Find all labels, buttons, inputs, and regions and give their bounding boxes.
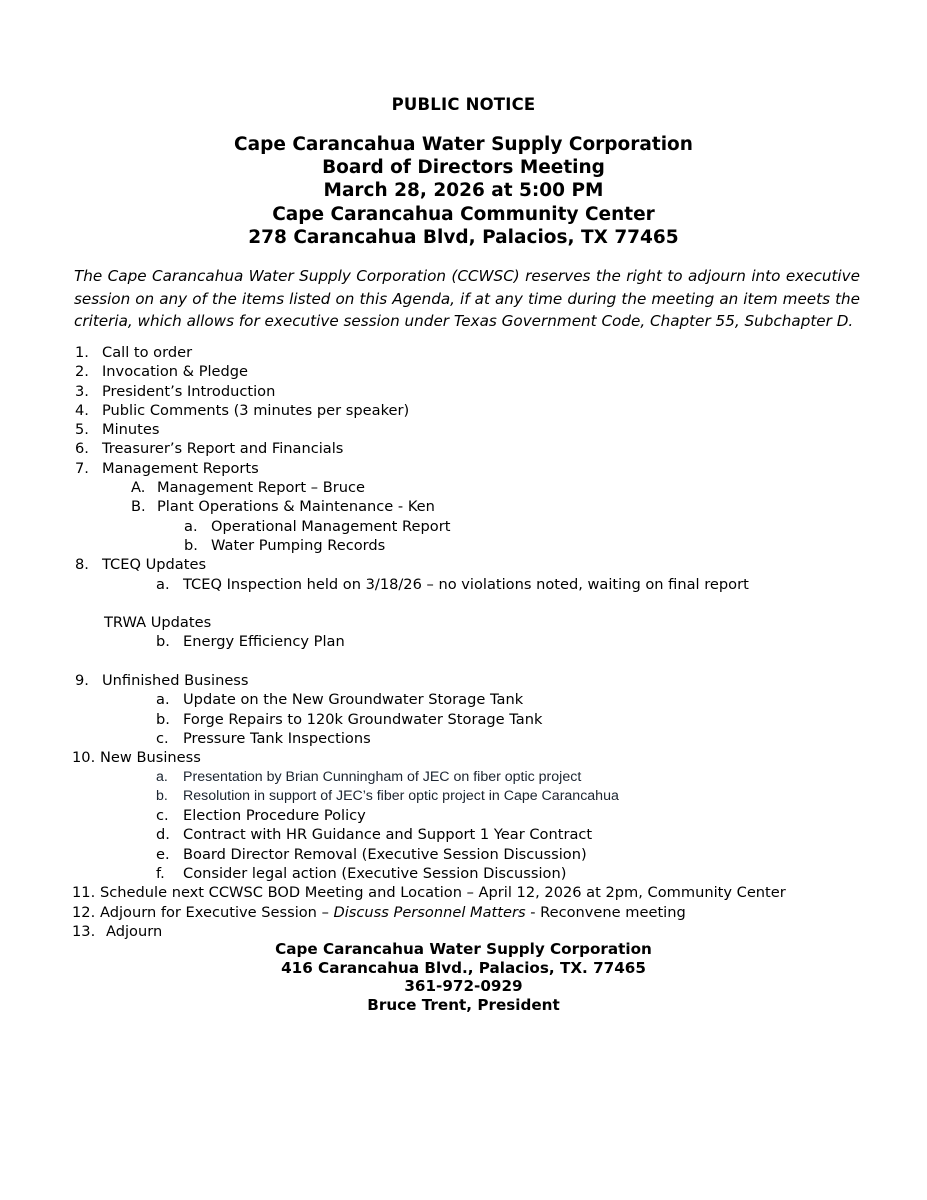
agenda-item-trwa-updates xyxy=(0,613,927,632)
agenda-marker: b. xyxy=(156,710,170,728)
agenda-item-10 xyxy=(0,748,927,767)
agenda-text: Forge Repairs to 120k Groundwater Storage Tank xyxy=(183,710,543,728)
agenda-text: TRWA Updates xyxy=(104,614,212,632)
agenda-item-10d xyxy=(0,825,927,844)
agenda-marker: b. xyxy=(184,536,198,554)
agenda-marker: 8. xyxy=(75,556,89,574)
agenda-text: Management Reports xyxy=(102,459,259,477)
agenda-marker: 13. xyxy=(72,922,96,940)
agenda-marker: f. xyxy=(156,865,165,883)
agenda-marker: 2. xyxy=(75,363,89,381)
agenda-marker: c. xyxy=(156,807,169,825)
agenda-item-8 xyxy=(0,555,927,574)
agenda-marker: 11. xyxy=(72,884,96,902)
footer-line-address: 416 Carancahua Blvd., Palacios, TX. 77465 xyxy=(281,958,646,977)
agenda-marker: a. xyxy=(156,691,170,709)
footer-line-president: Bruce Trent, President xyxy=(367,995,560,1014)
agenda-marker: 10. xyxy=(72,749,96,767)
agenda-marker: 3. xyxy=(75,382,89,400)
agenda-text-before: Adjourn for Executive Session – xyxy=(100,903,334,921)
agenda-text: President’s Introduction xyxy=(102,382,276,400)
agenda-marker: a. xyxy=(156,575,170,593)
agenda-marker: B. xyxy=(131,498,146,516)
agenda-marker: a. xyxy=(156,768,168,785)
agenda-text: Resolution in support of JEC’s fiber optic project in Cape Carancahua xyxy=(183,787,619,804)
agenda-text: New Business xyxy=(100,749,201,767)
agenda-item-3 xyxy=(0,382,927,401)
page-title: PUBLIC NOTICE xyxy=(391,95,536,114)
agenda-marker: A. xyxy=(131,479,146,497)
agenda-item-10e xyxy=(0,845,927,864)
agenda-item-7a xyxy=(0,478,927,497)
heading-line-meeting-type: Board of Directors Meeting xyxy=(322,157,605,179)
agenda-text-after: - Reconvene meeting xyxy=(525,903,686,921)
agenda-item-13 xyxy=(0,922,927,941)
agenda-item-7b xyxy=(0,497,927,516)
agenda-item-9b xyxy=(0,710,927,729)
agenda-item-10c xyxy=(0,806,927,825)
footer-line-organization: Cape Carancahua Water Supply Corporation xyxy=(275,940,652,958)
agenda-item-9c xyxy=(0,729,927,748)
agenda-text: Energy Efficiency Plan xyxy=(183,633,345,651)
agenda-text: Public Comments (3 minutes per speaker) xyxy=(102,401,410,419)
agenda-item-1 xyxy=(0,343,927,362)
agenda-marker: 4. xyxy=(75,401,89,419)
meeting-heading-block xyxy=(0,133,927,249)
agenda-text: Schedule next CCWSC BOD Meeting and Location – April 12, 2026 at 2pm, Community Center xyxy=(100,884,786,902)
agenda-marker: d. xyxy=(156,826,170,844)
agenda-item-11 xyxy=(0,883,927,902)
executive-session-disclaimer: The Cape Carancahua Water Supply Corporation (CCWSC) reserves the right to adjourn into executive session on any of the items listed on this Agenda, if at any time during the meeting an item meets the criteria, which allows for executive session under Texas Government Code, Chapter 55, Subchapter D. xyxy=(74,267,860,331)
agenda-marker: 5. xyxy=(75,421,89,439)
heading-line-organization: Cape Carancahua Water Supply Corporation xyxy=(234,134,693,155)
agenda-list xyxy=(0,343,927,941)
agenda-text: Plant Operations & Maintenance - Ken xyxy=(157,498,435,516)
agenda-text: TCEQ Inspection held on 3/18/26 – no violations noted, waiting on final report xyxy=(183,575,749,593)
agenda-item-9a xyxy=(0,690,927,709)
agenda-text: Adjourn xyxy=(106,922,163,940)
agenda-item-9 xyxy=(0,671,927,690)
agenda-item-7b-a xyxy=(0,517,927,536)
agenda-item-8a xyxy=(0,575,927,594)
agenda-marker: a. xyxy=(184,517,198,535)
agenda-item-12 xyxy=(0,903,927,922)
agenda-marker: 1. xyxy=(75,344,89,361)
agenda-text: Treasurer’s Report and Financials xyxy=(102,440,344,458)
agenda-text: Call to order xyxy=(102,344,193,361)
agenda-text: Presentation by Brian Cunningham of JEC on fiber optic project xyxy=(183,768,582,785)
agenda-text: Board Director Removal (Executive Session Discussion) xyxy=(183,845,587,863)
agenda-spacer xyxy=(0,652,927,671)
footer-line-phone: 361-972-0929 xyxy=(404,977,523,996)
agenda-text-italic: Discuss Personnel Matters xyxy=(333,903,526,921)
agenda-text: Election Procedure Policy xyxy=(183,807,366,825)
heading-line-address: 278 Carancahua Blvd, Palacios, TX 77465 xyxy=(248,226,679,248)
agenda-marker: 7. xyxy=(75,459,89,477)
agenda-text: Consider legal action (Executive Session Discussion) xyxy=(183,865,567,883)
agenda-text: Invocation & Pledge xyxy=(102,363,249,381)
agenda-text: Minutes xyxy=(102,421,160,439)
agenda-text-composite xyxy=(100,903,686,922)
agenda-item-6 xyxy=(0,439,927,458)
agenda-text: TCEQ Updates xyxy=(102,556,207,574)
agenda-item-10f xyxy=(0,864,927,883)
footer-contact-block xyxy=(0,940,927,1014)
agenda-text: Update on the New Groundwater Storage Tank xyxy=(183,691,524,709)
agenda-text: Management Report – Bruce xyxy=(157,479,365,497)
agenda-text: Unfinished Business xyxy=(102,672,249,690)
agenda-text: Operational Management Report xyxy=(211,517,451,535)
agenda-marker: 9. xyxy=(75,672,89,690)
agenda-item-4 xyxy=(0,401,927,420)
agenda-marker: c. xyxy=(156,729,169,747)
agenda-item-10b xyxy=(0,787,927,806)
agenda-item-10a xyxy=(0,768,927,787)
agenda-marker: b. xyxy=(156,787,168,804)
agenda-marker: e. xyxy=(156,845,170,863)
agenda-marker: 6. xyxy=(75,440,89,458)
heading-line-datetime: March 28, 2026 at 5:00 PM xyxy=(323,180,604,202)
agenda-text: Pressure Tank Inspections xyxy=(183,729,371,747)
agenda-item-7b-b xyxy=(0,536,927,555)
agenda-item-trwa-b xyxy=(0,632,927,651)
agenda-item-5 xyxy=(0,420,927,439)
agenda-item-7 xyxy=(0,459,927,478)
agenda-item-2 xyxy=(0,362,927,381)
agenda-text: Water Pumping Records xyxy=(211,536,386,554)
agenda-spacer xyxy=(0,594,927,613)
heading-line-venue: Cape Carancahua Community Center xyxy=(272,203,655,225)
agenda-marker: b. xyxy=(156,633,170,651)
agenda-text: Contract with HR Guidance and Support 1 Year Contract xyxy=(183,826,593,844)
agenda-marker: 12. xyxy=(72,903,96,921)
